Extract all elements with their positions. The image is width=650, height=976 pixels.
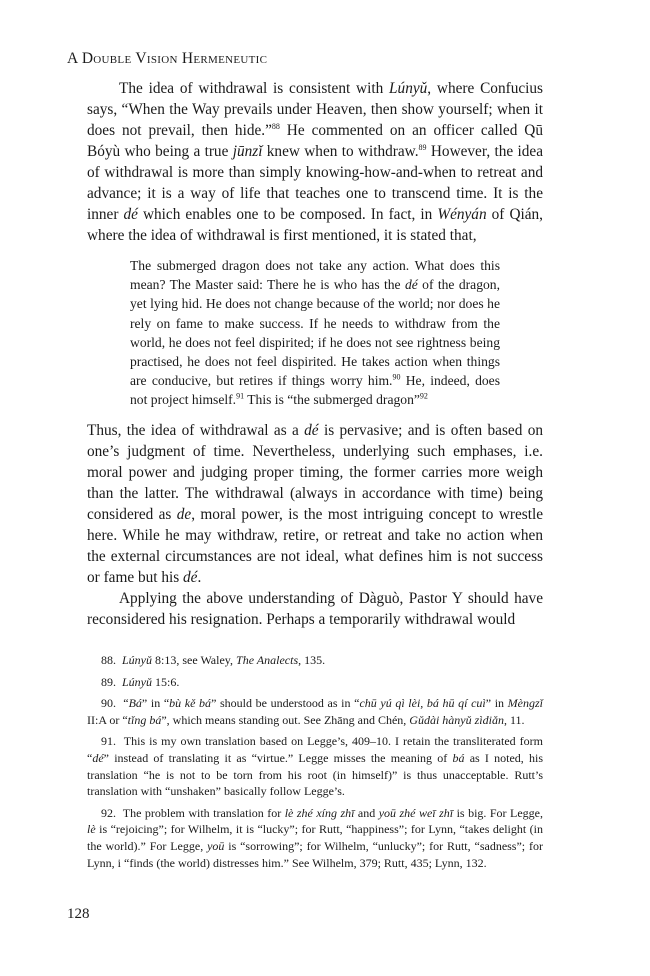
footnote-91: 91. This is my own translation based on Legge’s, 409–10. I retain the transliterated form “dé” instead of translating it as “virtue.” Legge misses the meaning of bá as I noted, his translation “he is not to be torn from his root (in himself)” is thus unacceptable. Rutt’s translation with “unshaken” basically follow Legge’s. [87,734,543,799]
page-number: 128 [67,906,90,922]
footnote-92: 92. The problem with translation for lè zhé xíng zhī and yoū zhé weī zhī is big. For Legge, lè is “rejoicing”; for Wilhelm, it is “lucky”; for Rutt, “happiness”; for Lynn, “takes delight (in the world).” For Legge, yoū is “sorrowing”; for Wilhelm, “unlucky”; for Rutt, “sadness”; for Lynn, i “finds (the world) distresses him.” See Wilhelm, 379; Rutt, 435; Lynn, 132. [87,805,543,870]
footnotes [87,652,543,876]
main-text [87,78,543,630]
paragraph-withdrawal-intro: The idea of withdrawal is consistent with Lúnyǔ, where Confucius says, “When the Way prevails under Heaven, then show yourself; when it does not prevail, then hide.”$^{88}$ He commented on an officer called Qū Bóyù who being a true jūnzǐ knew when to withdraw.$^{89}$ However, the idea of withdrawal is more than simply knowing-how-and-when to retreat and advance; it is a way of life that teaches one to transcend time. It is the inner dé which enables one to be composed. In fact, in Wényán of Qián, where the idea of withdrawal is first mentioned, it is stated that, [87,80,544,244]
running-header: A Double Vision Hermeneutic [67,50,268,67]
paragraph-pastor-y: Applying the above understanding of Dàguò, Pastor Y should have reconsidered his resignation. Perhaps a temporarily withdrawal would [87,589,543,628]
paragraph-withdrawal-de: Thus, the idea of withdrawal as a dé is pervasive; and is often based on one’s judgment of time. Nevertheless, underlying such emphases, i.e. moral power and judging proper timing, the former carries more weigh than the latter. The withdrawal (always in accordance with time) being considered as de, moral power, is the most intriguing concept to wrestle here. While he may withdraw, retire, or retreat and take no action when the external circumstances are not ideal, what defines him is not success or fame but his dé. [87,421,543,586]
footnote-ref-90[interactable]: 90 [392,372,401,382]
footnote-ref-92[interactable]: 92 [419,391,428,401]
footnote-89: 89. Lúnyǔ 15:6. [101,674,180,689]
footnote-ref-89[interactable]: 89 [418,142,427,152]
footnote-88: 88. Lúnyǔ 8:13, see Waley, The Analects, 135. [101,653,326,667]
footnote-90: 90. “Bá” in “bù kě bá” should be understood as in “chū yú qì lèi, bá hū qí cuì” in Mèngzǐ II:A or “tǐng bá”, which means standing out. See Zhāng and Chén, Gǔdài hànyǔ zìdiǎn, 11. [87,696,543,727]
footnote-ref-88[interactable]: 88 [271,121,280,131]
block-quote: The submerged dragon does not take any action. What does this mean? The Master said: There he is who has the dé of the dragon, yet lying hid. He does not change because of the world; nor does he rely on fame to make success. If he needs to withdraw from the world, he does not feel dispirited; if he does not see rightness being practised, he does not feel dispirited. He takes action when things are conducive, but retires if things worry him.$^{90}$ He, indeed, does not project himself.$^{91}$ This is “the submerged dragon”$^{92}$ [130,258,501,408]
footnote-ref-91[interactable]: 91 [236,391,245,401]
